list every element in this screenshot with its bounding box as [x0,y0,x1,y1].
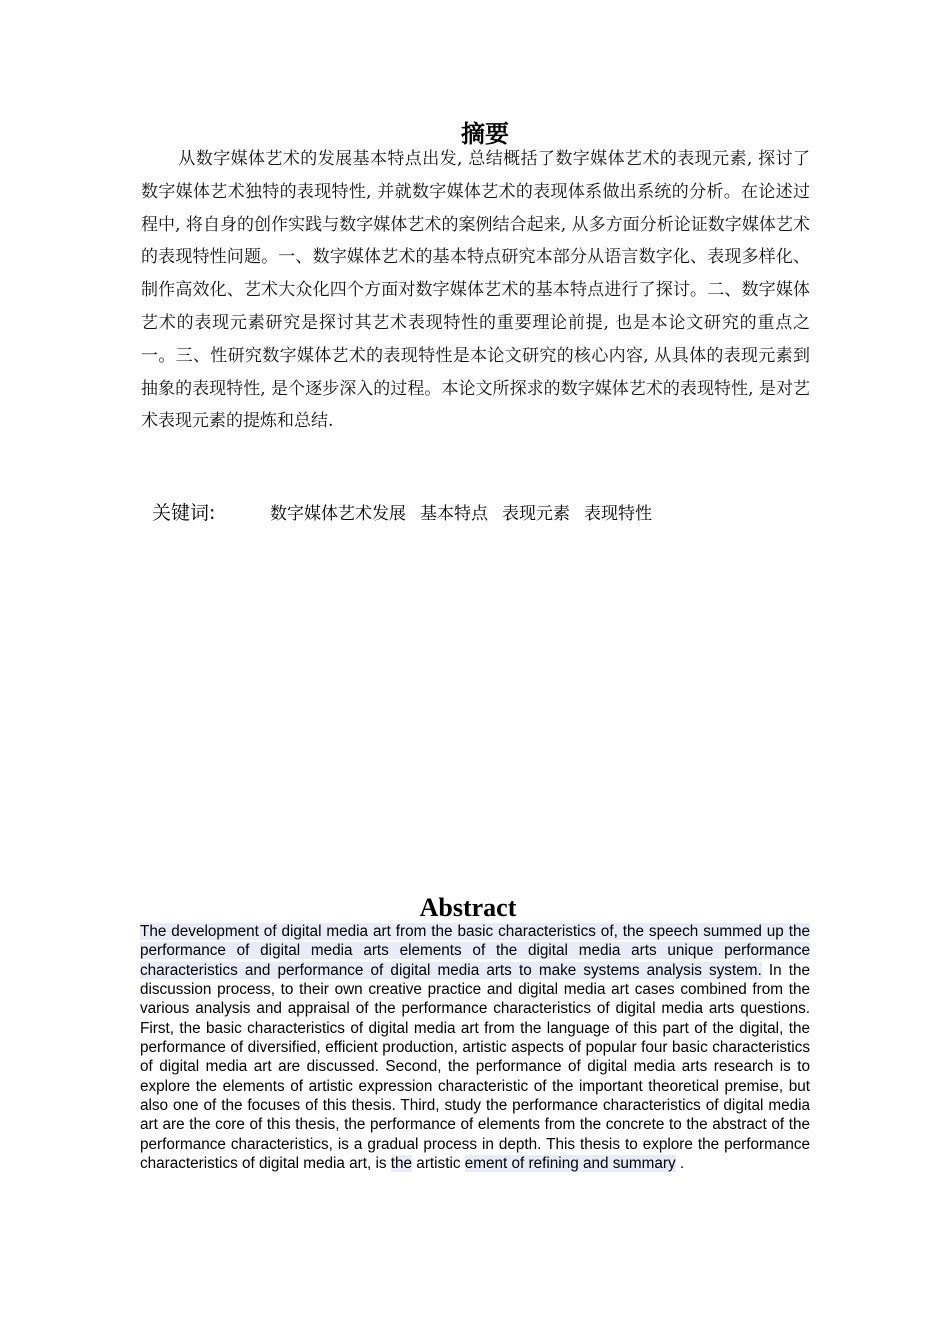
keyword-item: 表现元素 [502,504,570,524]
chinese-abstract-title: 摘要 [461,119,509,148]
abstract-text: artistic [412,1155,465,1173]
abstract-text: In the discussion process, to their own creative practice and digital media art cases combined from the various analysis and appraisal of the performance characteristics of digital media arts questions. First, the basic characteristics of digital media art from the language of this part of the digital, the performance of diversified, efficient production, artistic aspects of popular four basic characteristics of digital media art are discussed. Second, the performance of digital media arts research is to explore the elements of artistic expression characteristic of the important theoretical premise, but also one of the focuses of this thesis. Third, study the performance characteristics of digital media art are the core of this thesis, the performance of elements from the concrete to the abstract of the performance characteristics, is a gradual process in depth. This thesis to explore the performance characteristics of digital media art, is [140,961,810,1173]
keywords-label: 关键词: [152,502,216,524]
keyword-item: 基本特点 [420,504,488,524]
keyword-item: 表现特性 [584,504,652,524]
highlighted-text: ement of refining and summary [464,1155,676,1173]
highlighted-text: the [390,1155,413,1173]
english-abstract-body [140,922,810,1173]
keywords-line [152,498,852,525]
chinese-abstract-paragraph: 从数字媒体艺术的发展基本特点出发, 总结概括了数字媒体艺术的表现元素, 探讨了数字媒体艺术独特的表现特性, 并就数字媒体艺术的表现体系做出系统的分析。在论述过程中, 将自身的创作实践与数字媒体艺术的案例结合起来, 从多方面分析论证数字媒体艺术的表现特性问题。一、数字媒体艺术的基本特点研究本部分从语言数字化、表现多样化、制作高效化、艺术大众化四个方面对数字媒体艺术的基本特点进行了探讨。二、数字媒体艺术的表现元素研究是探讨其艺术表现特性的重要理论前提, 也是本论文研究的重点之一。三、性研究数字媒体艺术的表现特性是本论文研究的核心内容, 从具体的表现元素到抽象的表现特性, 是个逐步深入的过程。本论文所探求的数字媒体艺术的表现特性, 是对艺术表现元素的提炼和总结. [141,149,810,432]
keyword-item: 数字媒体艺术发展 [270,504,406,524]
highlighted-text: The development of digital media art from the basic characteristics of, the speech summed up the performance of digital media arts elements of the digital media arts unique performance characteristics and performance of digital media arts to make systems analysis system. [140,923,810,979]
abstract-text: . [675,1155,685,1173]
english-abstract-paragraph [140,922,810,1173]
chinese-abstract-body [141,143,810,438]
english-abstract-title: Abstract [419,893,517,922]
